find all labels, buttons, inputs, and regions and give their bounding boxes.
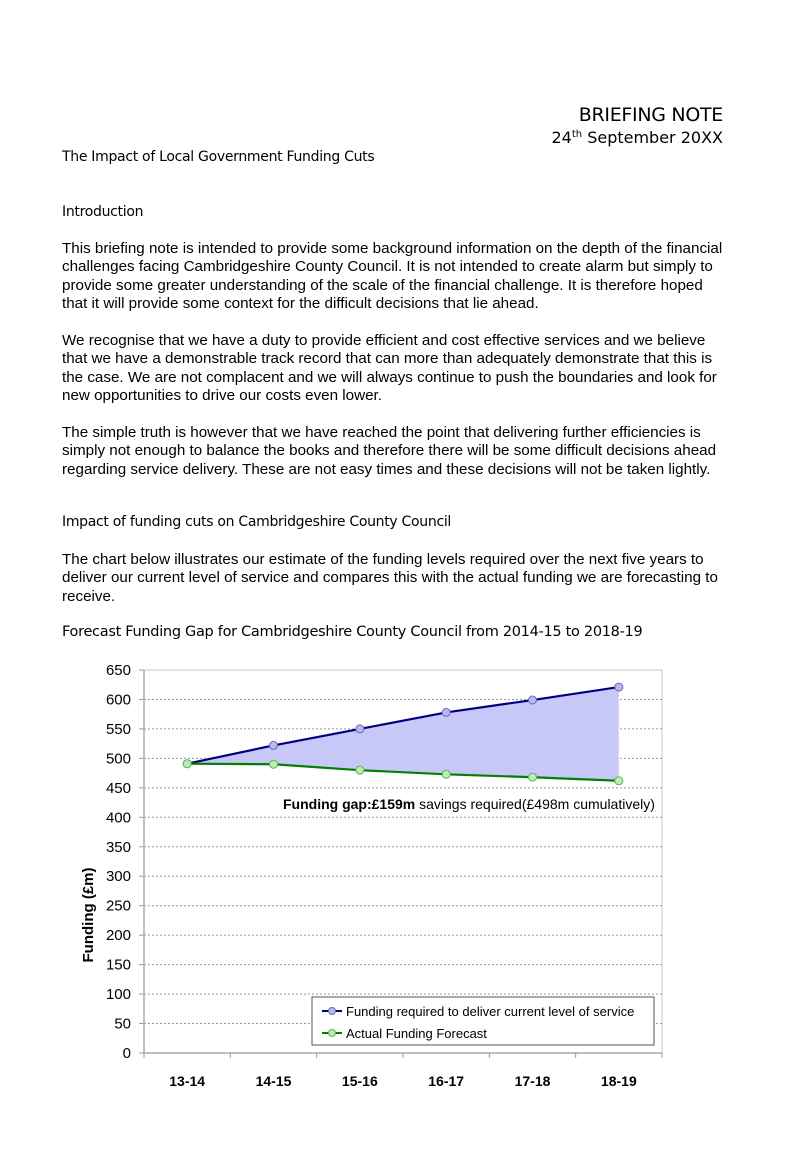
y-tick-label: 250: [105, 897, 131, 915]
date-day: 24: [551, 128, 572, 147]
document-date: [551, 128, 723, 147]
document-title: BRIEFING NOTE: [578, 104, 723, 126]
intro-paragraph-1: [62, 240, 732, 314]
data-point-actual: [529, 773, 537, 781]
y-axis-label: Funding (£m): [80, 867, 97, 963]
annotation-normal: savings required(£498m cumulatively): [415, 796, 655, 812]
y-tick-label: 150: [105, 956, 131, 974]
annotation-bold: Funding gap:£159m: [283, 796, 416, 812]
data-point-required: [356, 725, 364, 733]
data-point-required: [615, 683, 623, 691]
data-point-required: [270, 741, 278, 749]
data-point-actual: [183, 760, 191, 768]
y-tick-label: 300: [105, 868, 131, 886]
data-point-actual: [270, 760, 278, 768]
y-tick-label: 100: [105, 986, 131, 1004]
legend-label-actual: Actual Funding Forecast: [346, 1026, 487, 1041]
y-tick-label: 550: [105, 720, 131, 738]
paragraph-text: This briefing note is intended to provide some background information on the depth of the financial challenges facing Cambridgeshire County Council. It is not intended to create alarm but simply to provide some greater understanding of the scale of the financial challenge. It is therefore hoped that it will provide some context for the difficult decisions that lie ahead.: [62, 240, 723, 313]
y-tick-label: 600: [105, 691, 131, 709]
data-point-required: [529, 696, 537, 704]
impact-heading: Impact of funding cuts on Cambridgeshire County Council: [62, 514, 452, 530]
intro-paragraph-3: [62, 424, 732, 479]
paragraph-text: The simple truth is however that we have reached the point that delivering further efficiencies is simply not enough to balance the books and therefore there will be some difficult decisions ahead regarding service delivery. These are not easy times and these decisions will not be taken lightly.: [62, 424, 717, 478]
date-suffix: th: [571, 129, 583, 140]
date-month-year: September 20XX: [582, 128, 723, 147]
data-point-actual: [356, 766, 364, 774]
x-tick-label: 13-14: [169, 1073, 206, 1089]
legend-marker-required: [329, 1008, 336, 1015]
impact-paragraph: [62, 551, 732, 606]
y-tick-label: 650: [105, 662, 131, 679]
data-point-required: [442, 708, 450, 716]
x-tick-label: 15-16: [341, 1073, 378, 1089]
data-point-actual: [442, 770, 450, 778]
document-subject: The Impact of Local Government Funding Cuts: [62, 149, 375, 165]
y-tick-label: 350: [105, 838, 131, 856]
x-tick-label: 18-19: [600, 1073, 637, 1089]
funding-gap-annotation: [283, 796, 655, 812]
funding-gap-chart: [60, 655, 680, 1095]
intro-paragraph-2: [62, 332, 732, 406]
y-tick-label: 500: [105, 750, 131, 768]
y-tick-label: 0: [122, 1045, 131, 1062]
x-tick-label: 16-17: [428, 1073, 465, 1089]
y-tick-label: 50: [114, 1015, 131, 1033]
paragraph-text: We recognise that we have a duty to provide efficient and cost effective services and we believe that we have a demonstrable track record that can more than adequately demonstrate that this is the case. We are not complacent and we will always continue to push the boundaries and look for new opportunities to drive our costs even lower.: [62, 332, 717, 405]
legend-marker-actual: [329, 1030, 336, 1037]
y-tick-label: 400: [105, 809, 131, 827]
data-point-actual: [615, 777, 623, 785]
y-tick-label: 450: [105, 779, 131, 797]
introduction-heading: Introduction: [62, 204, 144, 220]
legend: [312, 997, 654, 1045]
legend-label-required: Funding required to deliver current level of service: [346, 1004, 635, 1019]
x-tick-label: 17-18: [514, 1073, 551, 1089]
paragraph-text: The chart below illustrates our estimate of the funding levels required over the next five years to deliver our current level of service and compares this with the actual funding we are forecasting to receive.: [62, 551, 718, 605]
y-tick-label: 200: [105, 927, 131, 945]
x-tick-label: 14-15: [255, 1073, 292, 1089]
chart-heading: Forecast Funding Gap for Cambridgeshire County Council from 2014-15 to 2018-19: [62, 624, 643, 640]
